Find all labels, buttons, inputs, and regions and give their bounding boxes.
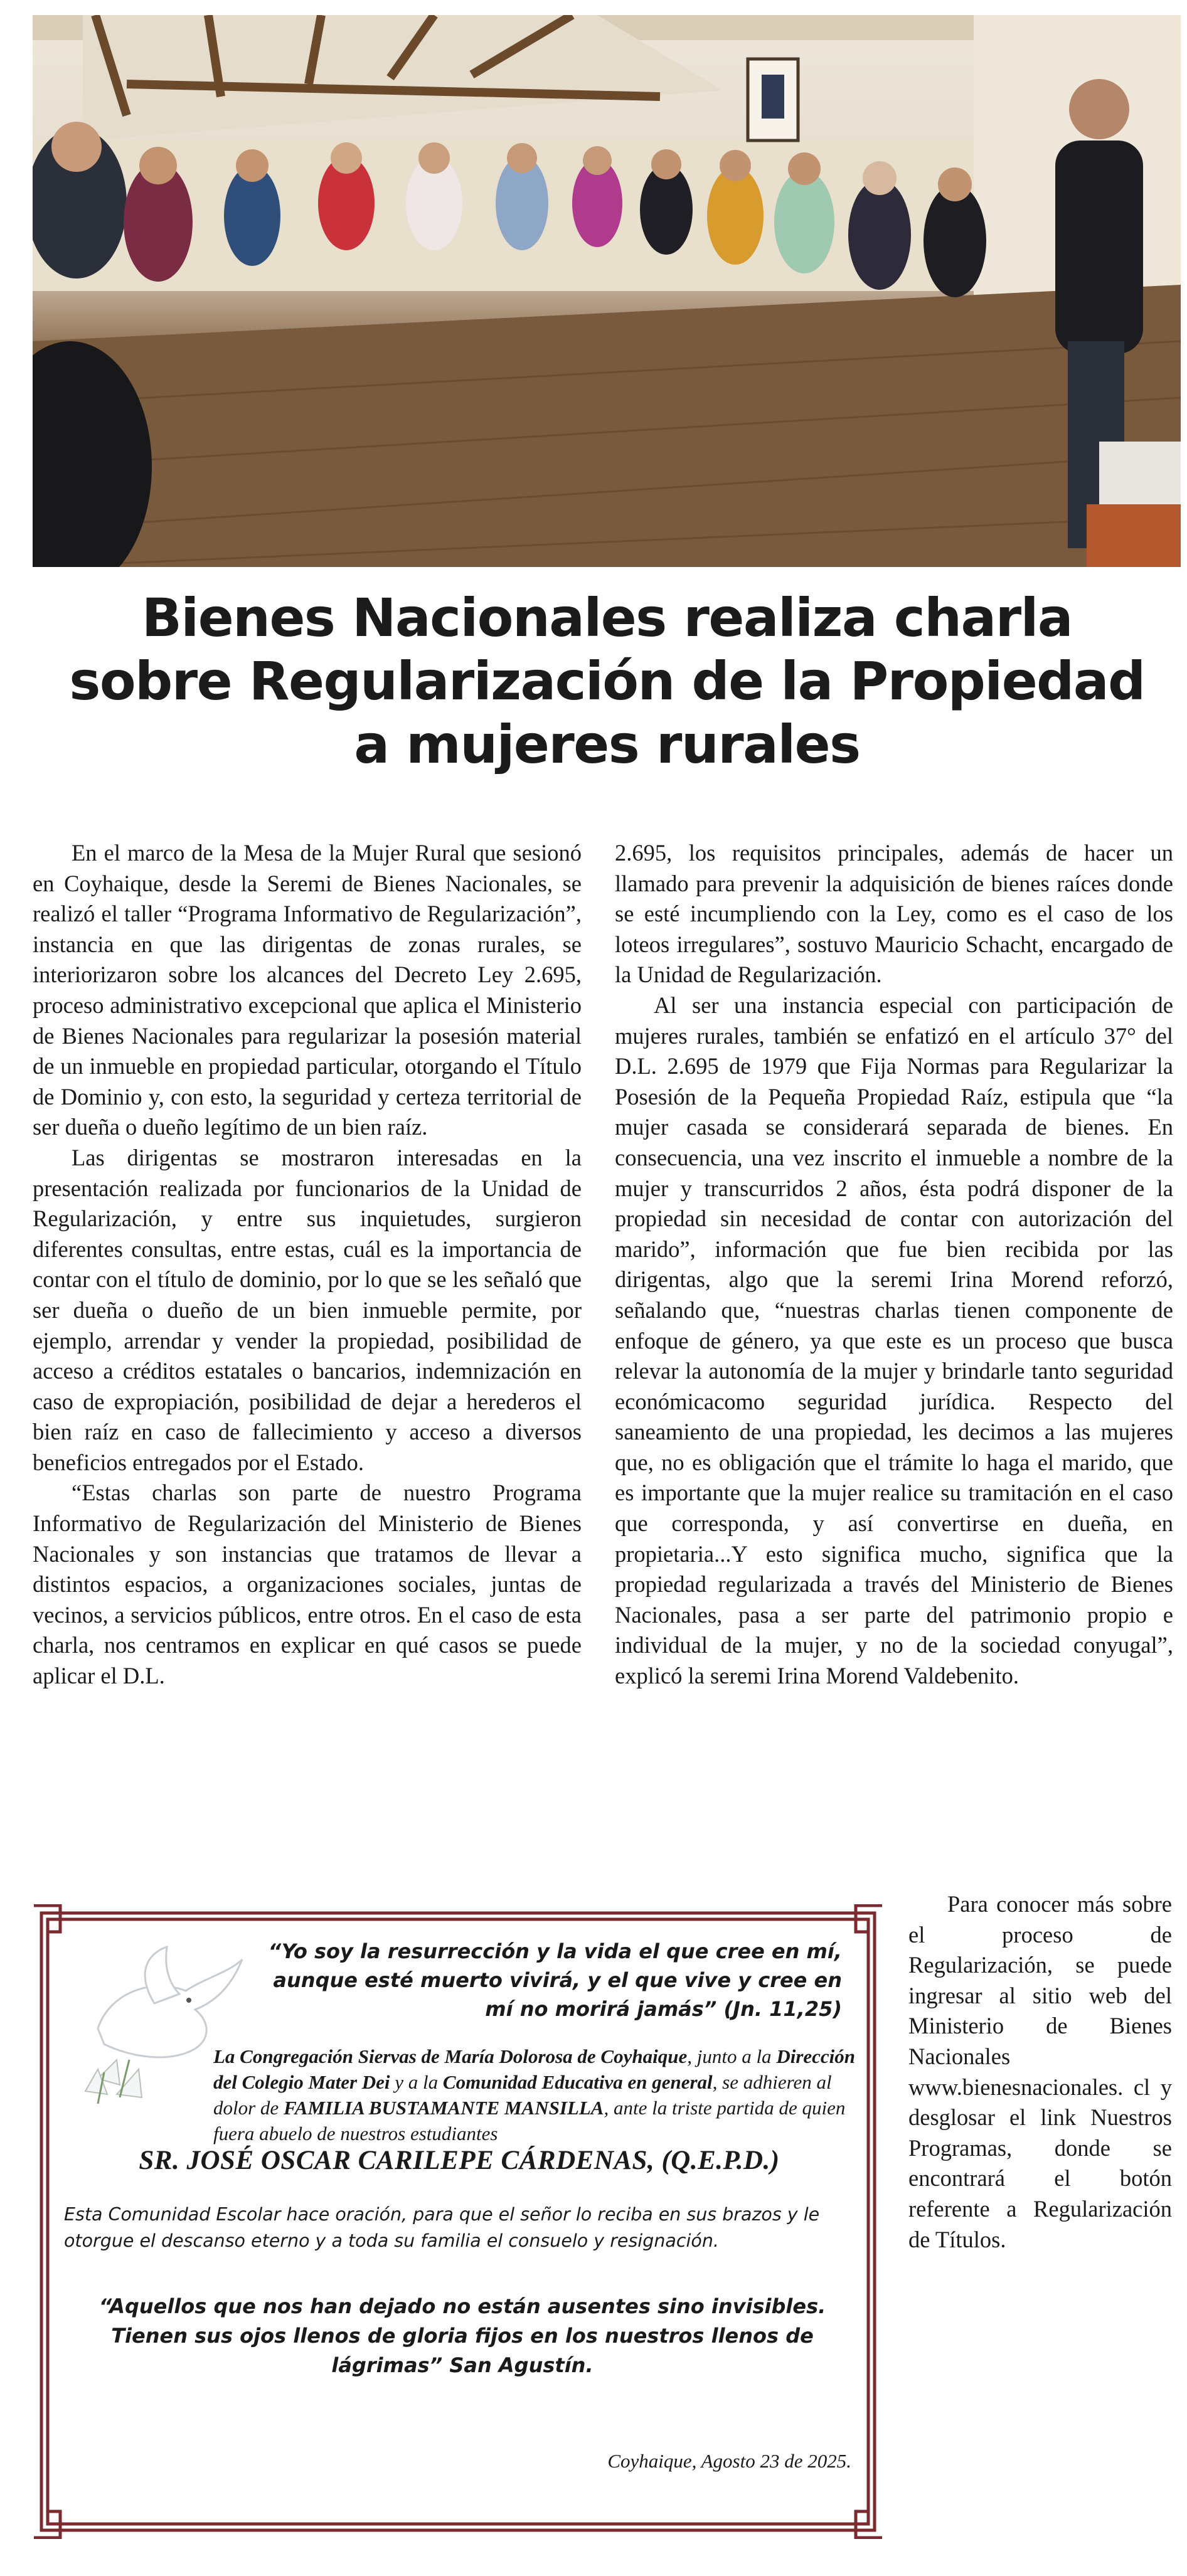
obituary-date: Coyhaique, Agosto 23 de 2025.	[607, 2450, 851, 2472]
text-fragment: , ante la triste partida de quien fuera abuelo de nuestros estudiantes	[213, 2097, 846, 2144]
paragraph: Al ser una instancia especial con participación de mujeres rurales, también se enfatizó en el artículo 37° del D.L. 2.695 de 1979 que Fija Normas para Regularizar la Posesión de la Pequeña Propiedad Raíz, estipula que “la mujer casada se considerará separada de bienes. En consecuencia, una vez inscrito el inmueble a nombre de la mujer y transcurridos 2 años, ésta podrá disponer de la propiedad sin necesidad de contar con autorización del marido”, información que fue bien recibida por las dirigentas, algo que la seremi Irina Morend reforzó, señalando que, “nuestras charlas tienen componente de enfoque de género, ya que este es un proceso que busca relevar la autonomía de la mujer y brindarle tanto seguridad económicacomo seguridad jurídica. Respecto del saneamiento de una propiedad, les decimos a las mujeres que, no es obligación que el trámite lo haga el marido, que es importante que la mujer realice su tramitación en el caso que corresponda, y así convertirse en dueña, en propietaria...Y esto significa mucho, significa que la propiedad regularizada a través del Ministerio de Bienes Nacionales, pasa a ser parte del patrimonio propio e individual de la mujer, y no de la sociedad conyugal”, explicó la seremi Irina Morend Valdebenito.	[615, 992, 1173, 1689]
article-headline	[38, 586, 1176, 777]
obituary-notice	[33, 1904, 883, 2539]
paragraph: Las dirigentas se mostraron interesadas en la presentación realizada por funcionarios de la Unidad de Regularización, y entre sus inquietudes, surgieron diferentes consultas, entre estas, cuál es la importancia de contar con el título de dominio, por lo que se les señaló que ser dueña o dueño de un bien inmueble permite, por ejemplo, arrendar y vender la propiedad, posibilidad de acceso a créditos estatales o bancarios, indemnización en caso de expropiación, posibilidad de dejar a herederos el bien raíz en caso de fallecimiento y acceso a diversos beneficios entregados por el Estado.	[33, 1144, 582, 1475]
obituary-augustin-quote: “Aquellos que nos han dejado no están ausentes sino invisibles. Tienen sus ojos llenos de gloria fijos en los nuestros llenos de lágrimas” San Agustín.	[98, 2294, 826, 2377]
paragraph: En el marco de la Mesa de la Mujer Rural que sesionó en Coyhaique, desde la Seremi de Bienes Nacionales, se realizó el taller “Programa Informativo de Regularización”, instancia en que las dirigentas de zonas rurales, se interiorizaron sobre los alcances del Decreto Ley 2.695, proceso administrativo excepcional que aplica el Ministerio de Bienes Nacionales para regularizar la posesión material de un inmueble en propiedad particular, otorgando el Título de Dominio y, con esto, la seguridad y certeza territorial de ser dueña o dueño legítimo de un bien raíz.	[33, 840, 582, 1140]
congregation-name: La Congregación Siervas de María Dolorosa de Coyhaique	[213, 2045, 688, 2067]
article-column-footer	[908, 1889, 1172, 2255]
meeting-photo-illustration	[33, 15, 1181, 567]
paragraph: 2.695, los requisitos principales, además de hacer un llamado para prevenir la adquisición de bienes raíces donde se esté incumpliendo con la Ley, como es el caso de los loteos irregulares”, sostuvo Mauricio Schacht, encargado de la Unidad de Regularización.	[615, 840, 1173, 988]
school-direction-name: Dirección del Colegio Mater Dei	[213, 2045, 856, 2093]
educational-community-name: Comunidad Educativa en general	[442, 2071, 713, 2093]
text-fragment: , junto a la	[687, 2045, 777, 2067]
obituary-congregation-text	[213, 2043, 858, 2146]
paragraph: “Estas charlas son parte de nuestro Programa Informativo de Regularización del Ministerio de Bienes Nacionales y son instancias que tratamos de llevar a distintos espacios, a organizaciones sociales, juntas de vecinos, a servicios públicos, entre otros. En el caso de esta charla, nos centramos en explicar en qué casos se puede aplicar el D.L.	[33, 1480, 582, 1689]
obituary-deceased-name: SR. JOSÉ OSCAR CARILEPE CÁRDENAS, (Q.E.P.D.)	[139, 2146, 780, 2175]
obituary-prayer: Esta Comunidad Escolar hace oración, para que el señor lo reciba en sus brazos y le otorgue el descanso eterno y a toda su familia el consuelo y resignación.	[64, 2204, 820, 2251]
text-fragment: , se adhieren al dolor de	[213, 2071, 832, 2119]
paragraph: Para conocer más sobre el proceso de Regularización, se puede ingresar al sitio web del Ministerio de Bienes Nacionales www.bienesnacionales. cl y desglosar el link Nuestros Programas, donde se encontrará el botón referente a Regularización de Títulos.	[908, 1891, 1172, 2252]
article-photo	[33, 15, 1181, 567]
family-name: FAMILIA BUSTAMANTE MANSILLA	[283, 2097, 604, 2119]
headline-line-3: a mujeres rurales	[354, 714, 860, 775]
obituary-bible-quote: “Yo soy la resurrección y la vida el que cree en mí, aunque esté muerto vivirá, y el que vive y cree en mí no morirá jamás” (Jn. 11,25)	[268, 1939, 842, 2021]
headline-line-2: sobre Regularización de la Propiedad	[69, 650, 1145, 712]
text-fragment: y a la	[390, 2071, 443, 2093]
article-column-right	[615, 838, 1173, 1692]
headline-line-1: Bienes Nacionales realiza charla	[141, 587, 1073, 649]
article-column-left	[33, 838, 582, 1692]
